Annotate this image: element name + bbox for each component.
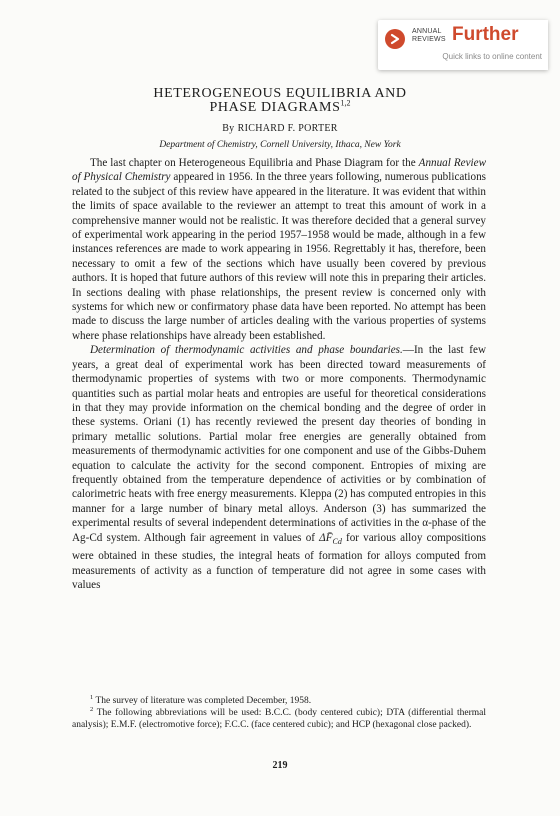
- footnotes: [72, 695, 486, 731]
- footnote-2: [72, 707, 486, 731]
- footnote-1: [72, 695, 486, 707]
- footnote-2-text: The following abbreviations will be used: B.C.C. (body centered cubic); DTA (differential thermal analysis); E.M.F. (electromotive force); F.C.C. (face centered cubic); and HCP (hexagonal close packed).: [72, 708, 486, 730]
- author-affiliation: Department of Chemistry, Cornell University, Ithaca, New York: [159, 140, 401, 150]
- article-body: [72, 156, 486, 592]
- footnote-1-mark: 1: [90, 693, 94, 701]
- quick-links-tagline: Quick links to online content: [442, 52, 542, 61]
- para2-text-a: —In the last few years, a great deal of experimental work has been directed toward measurements of thermodynamic properties of systems with two or more components. Thermodynamic quantities such as partial molar heats and entropies are useful for theoretical considerations in that they may provide information on the chemical bonding and the degree of order in these systems. Oriani (1) has recently reviewed the present day theories of bonding in primary metallic solutions. Partial molar free energies are generally obtained from measurements of thermodynamic activities for one component and use of the Gibbs-Duhem equation to calculate the activity for the second component. Entropies of mixing are frequently obtained from the temperature dependence of activities or by combination of calorimetric heats with free energy measurements. Kleppa (2) has computed entropies in this manner for a large number of binary metal alloys. Anderson (3) has summarized the experimental results of several independent determinations of activities in the α-phase of the Ag-Cd system. Although fair agreement in values of: [72, 344, 487, 544]
- section-heading: Determination of thermodynamic activities and phase boundaries.: [90, 344, 403, 357]
- article-title-line-2-text: PHASE DIAGRAMS: [209, 100, 341, 115]
- footnote-2-mark: 2: [90, 705, 94, 713]
- page-number: 219: [272, 760, 288, 771]
- byline: [0, 121, 560, 136]
- para2-text-b: for various alloy compositions were obtained in these studies, the integral heats of formation for alloys computed from measurements of activity as a function of temperature did not agree in some cases with values: [72, 531, 487, 591]
- article-title-line-1: HETEROGENEOUS EQUILIBRIA AND: [153, 86, 407, 101]
- publisher-name: ANNUAL REVIEWS: [412, 28, 446, 43]
- para1-text-b: appeared in 1956. In the three years following, numerous publications related to the subject of this review have appeared in the literature. It was evident that within the limits of space available to the reviewer an attempt to treat this amount of work in a comprehensive manner would not be realistic. It was therefore decided that a general survey of experimental work appearing in the period 1957–1958 would be made, although in a few instances references are made to work appearing in 1956. Regrettably it has, therefore, been necessary to omit a few of the sections which have usually been covered by previous authors. It is hoped that future authors of this review will note this in preparing their articles. In sections dealing with phase relationships, the present review is concerned only with systems for which new or confirmatory phase data have been reported. No attempt has been made to discuss the large number of articles dealing with the various properties of systems where phase relationships have already been established.: [72, 171, 486, 342]
- partial-free-energy-symbol: ΔF̄: [319, 531, 333, 544]
- body-paragraph-1: [72, 156, 486, 343]
- annual-reviews-logo-icon: [385, 29, 405, 49]
- annual-reviews-further-banner[interactable]: [378, 20, 548, 70]
- para1-text-a: The last chapter on Heterogeneous Equilibria and Phase Diagram for the: [90, 157, 419, 169]
- journal-name: Annual Review of Physical Chemistry: [72, 157, 486, 184]
- body-paragraph-2: [72, 343, 486, 592]
- footnote-1-text: The survey of literature was completed December, 1958.: [93, 696, 312, 706]
- byline-prefix: By: [222, 123, 235, 134]
- article-title-line-2: [0, 100, 560, 115]
- symbol-subscript: Cd: [332, 536, 342, 546]
- author-name: RICHARD F. PORTER: [237, 123, 338, 134]
- further-brand-text: Further: [452, 24, 519, 45]
- title-footnote-refs: 1,2: [340, 98, 351, 108]
